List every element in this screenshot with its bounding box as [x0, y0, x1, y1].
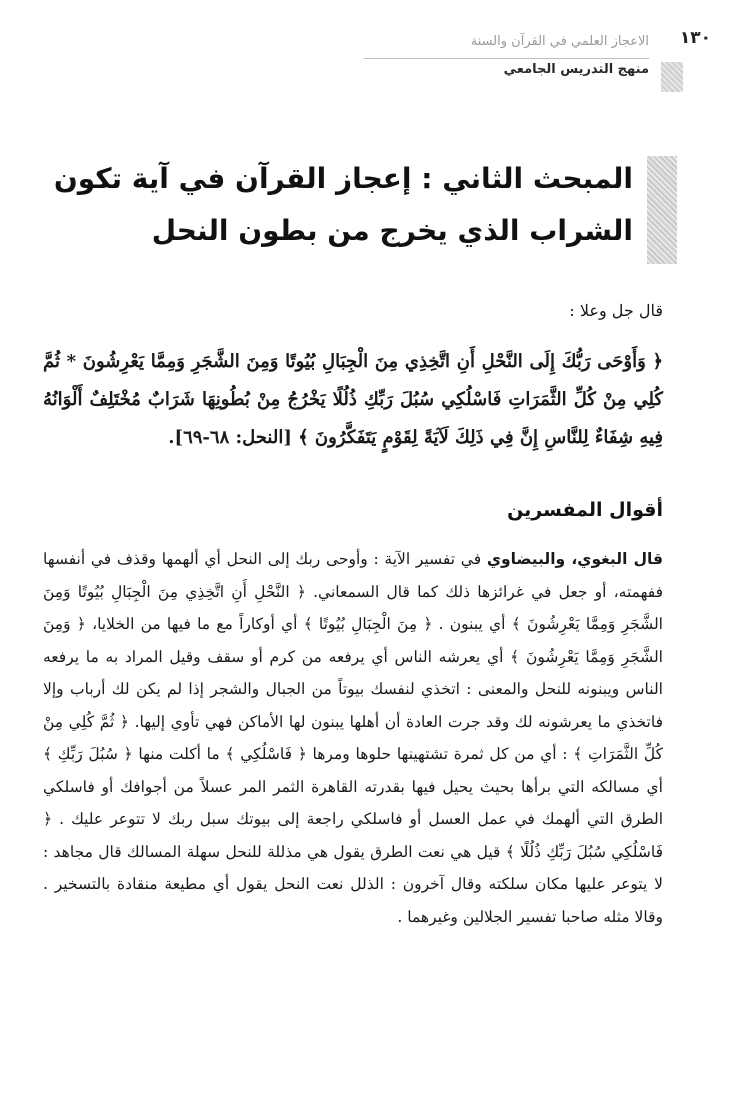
quran-verse: ﴿ وَأَوْحَى رَبُّكَ إِلَى النَّحْلِ أَنِ اتَّخِذِي مِنَ الْجِبَالِ بُيُوتًا وَمِنَ الشَّجَرِ وَمِمَّا يَعْرِشُونَ * ثُمَّ كُلِي مِنْ كُلِّ الثَّمَرَاتِ فَاسْلُكِي سُبُلَ رَبِّكِ ذُلُلًا يَخْرُجُ مِنْ بُطُونِهَا شَرَابٌ مُخْتَلِفٌ أَلْوَانُهُ فِيهِ شِفَاءٌ لِلنَّاسِ إِنَّ فِي ذَلِكَ لَآيَةً لِقَوْمٍ يَتَفَكَّرُونَ ﴾ [النحل: ٦٨-٦٩]. [43, 351, 663, 448]
intro-line: قال جل وعلا : [569, 301, 663, 320]
commentary-lead: قال البغوي، والبيضاوي [486, 550, 663, 568]
header-decorative-tab [661, 62, 683, 92]
book-title: الاعجاز العلمي في القرآن والسنة [470, 34, 649, 49]
section-heading-line-2: الشراب الذي يخرج من بطون النحل [151, 214, 633, 247]
header-divider [364, 58, 649, 59]
section-heading [53, 156, 677, 266]
chapter-subtitle: منهج التدريس الجامعي [503, 62, 649, 77]
page-number: ١٣٠ [679, 28, 711, 48]
section-heading-line-1: المبحث الثاني : إعجاز القرآن في آية تكون [53, 162, 633, 195]
subheading-commentators: أقوال المفسرين [507, 499, 663, 521]
commentary-paragraph [43, 543, 663, 933]
heading-decorative-bar [647, 156, 677, 264]
commentary-text: في تفسير الآية : وأوحى ربك إلى النحل أي ألهمها وقذف في أنفسها ففهمته، أو جعل في غرائزها ذلك كما قال السمعاني. ﴿ النَّحْلِ أَنِ اتَّخِذِي مِنَ الْجِبَالِ بُيُوتًا وَمِنَ الشَّجَرِ وَمِمَّا يَعْرِشُونَ ﴾ أي يبنون . ﴿ مِنَ الْجِبَالِ بُيُوتًا ﴾ أي أوكاراً مع ما فيها من الخلايا، ﴿ وَمِنَ الشَّجَرِ وَمِمَّا يَعْرِشُونَ ﴾ أي يعرشه الناس أي يرفعه من كرم أو سقف وقيل المراد به ما يرفعه الناس ويبنونه للنحل والمعنى : اتخذي لنفسك بيوتاً من الجبال والشجر إذا لم يكن لك أرباب وإلا فاتخذي ما يعرشونه لك وقد جرت العادة أن أهلها يبنون لها الأماكن فهي تأوي إليها. ﴿ ثُمَّ كُلِي مِنْ كُلِّ الثَّمَرَاتِ ﴾ : أي من كل ثمرة تشتهينها حلوها ومرها ﴿ فَاسْلُكِي ﴾ ما أكلت منها ﴿ سُبُلَ رَبِّكِ ﴾ أي مسالكه التي برأها بحيث يحيل فيها بقدرته القاهرة الثمر المر عسلاً من أجوافك أو فاسلكي الطرق التي ألهمك في عمل العسل أو فاسلكي راجعة إلى بيوتك سبل ربك لا تتوعر عليك . ﴿ فَاسْلُكِي سُبُلَ رَبِّكِ ذُلُلًا ﴾ قيل هي نعت الطرق يقول هي مذللة للنحل سهلة المسالك قال مجاهد : لا يتوعر عليها مكان سلكته وقال آخرون : الذلل نعت النحل يقول أي مطيعة منقادة بالتسخير . وقالا مثله صاحبا تفسير الجلالين وغيرهما . [43, 550, 663, 926]
